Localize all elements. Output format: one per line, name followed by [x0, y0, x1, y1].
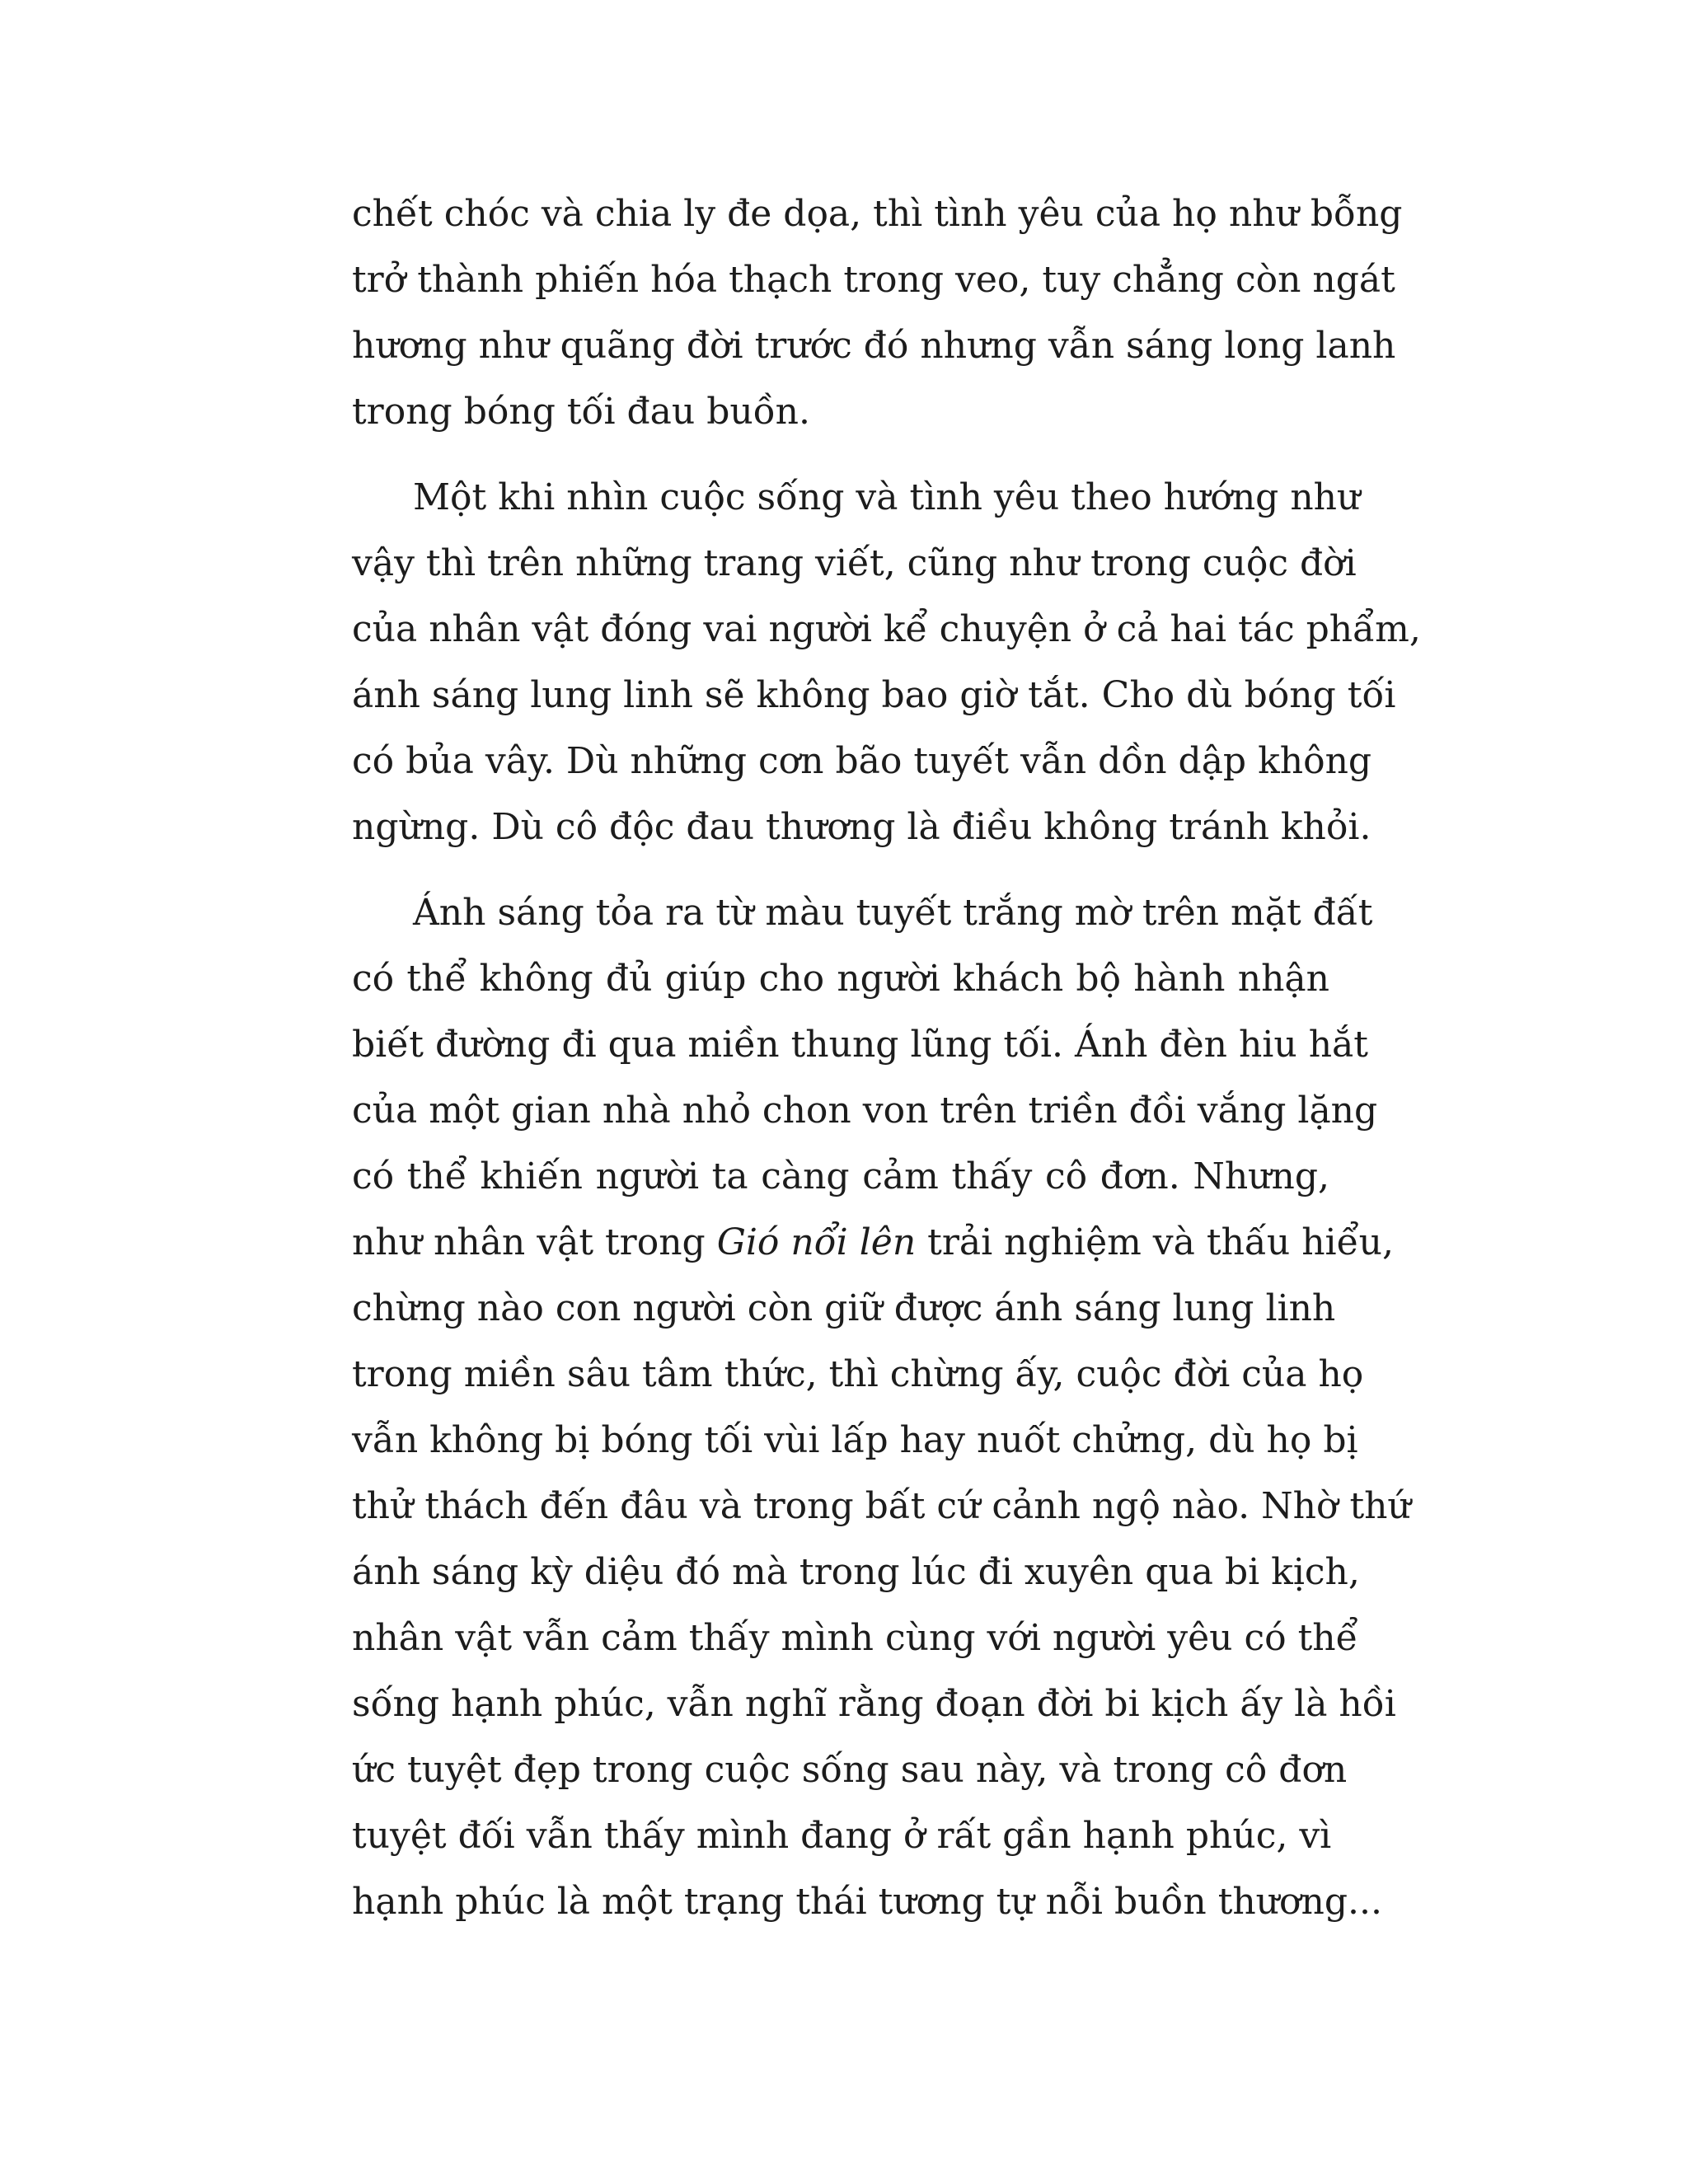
text-line: vẫn không bị bóng tối vùi lấp hay nuốt chửng, dù họ bị: [352, 1419, 1358, 1461]
text-line: hương như quãng đời trước đó nhưng vẫn sáng long lanh: [352, 325, 1396, 367]
text-line: của một gian nhà nhỏ chon von trên triền đồi vắng lặng: [352, 1090, 1378, 1132]
text-line: sống hạnh phúc, vẫn nghĩ rằng đoạn đời bi kịch ấy là hồi: [352, 1683, 1396, 1725]
text-line: Ánh sáng tỏa ra từ màu tuyết trắng mờ trên mặt đất: [413, 892, 1373, 934]
text-line: Một khi nhìn cuộc sống và tình yêu theo hướng như: [413, 476, 1361, 518]
text-segment: trải nghiệm và thấu hiểu,: [916, 1221, 1394, 1263]
text-line: tuyệt đối vẫn thấy mình đang ở rất gần hạnh phúc, vì: [352, 1815, 1332, 1857]
text-line: chết chóc và chia ly đe dọa, thì tình yêu của họ như bỗng: [352, 193, 1403, 235]
text-line: trong bóng tối đau buồn.: [352, 391, 810, 433]
body-text: [352, 181, 1421, 1935]
text-line: trong miền sâu tâm thức, thì chừng ấy, cuộc đời của họ: [352, 1353, 1364, 1395]
book-title: Gió nổi lên: [716, 1221, 917, 1263]
text-line: biết đường đi qua miền thung lũng tối. Ánh đèn hiu hắt: [352, 1024, 1368, 1066]
text-line: nhân vật vẫn cảm thấy mình cùng với người yêu có thể: [352, 1617, 1358, 1659]
text-line: hạnh phúc là một trạng thái tương tự nỗi buồn thương...: [352, 1881, 1383, 1923]
text-line: của nhân vật đóng vai người kể chuyện ở cả hai tác phẩm,: [352, 608, 1421, 650]
text-line: vậy thì trên những trang viết, cũng như trong cuộc đời: [352, 542, 1357, 584]
paragraph-gap: [352, 860, 1329, 880]
text-line: có thể khiến người ta càng cảm thấy cô đơn. Nhưng,: [352, 1155, 1329, 1197]
text-line: ức tuyệt đẹp trong cuộc sống sau này, và trong cô đơn: [352, 1749, 1348, 1791]
paragraph-1: [352, 181, 1403, 445]
paragraph-2: [352, 465, 1421, 860]
text-line: có bủa vây. Dù những cơn bão tuyết vẫn dồn dập không: [352, 740, 1372, 782]
text-line: ngừng. Dù cô độc đau thương là điều không tránh khỏi.: [352, 806, 1372, 848]
text-segment: như nhân vật trong: [352, 1221, 717, 1263]
paragraph-gap: [352, 445, 1329, 465]
paragraph-3: [352, 880, 1411, 1935]
text-line: ánh sáng lung linh sẽ không bao giờ tắt. Cho dù bóng tối: [352, 674, 1396, 716]
text-line: ánh sáng kỳ diệu đó mà trong lúc đi xuyên qua bi kịch,: [352, 1551, 1360, 1593]
text-line-with-title: [352, 1210, 1394, 1276]
text-line: trở thành phiến hóa thạch trong veo, tuy chẳng còn ngát: [352, 259, 1395, 301]
text-line: thử thách đến đâu và trong bất cứ cảnh ngộ nào. Nhờ thứ: [352, 1485, 1411, 1527]
text-line: có thể không đủ giúp cho người khách bộ hành nhận: [352, 958, 1329, 1000]
text-line: chừng nào con người còn giữ được ánh sáng lung linh: [352, 1287, 1336, 1329]
